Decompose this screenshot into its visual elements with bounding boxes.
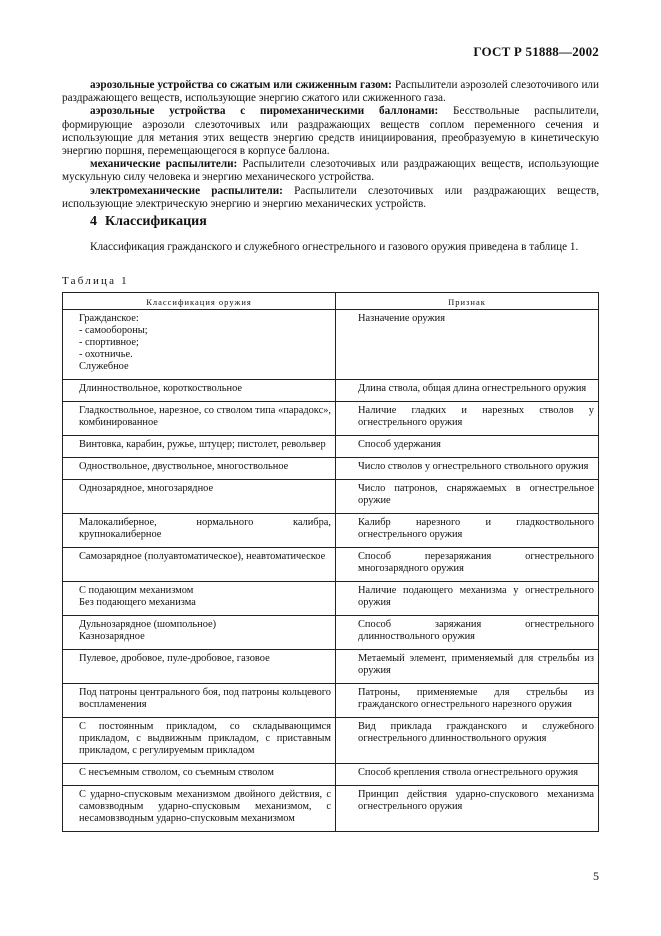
table-caption: Таблица 1 <box>62 275 129 287</box>
table-row <box>63 380 599 402</box>
classification-cell <box>63 764 336 786</box>
section-heading <box>90 214 207 230</box>
section-title-text: Классификация <box>105 214 207 229</box>
feature-cell: Патроны, применяемые для стрельбы из гражданского огнестрельного нарезного оружия <box>336 684 599 718</box>
classification-table <box>62 292 599 832</box>
column-header-feature: Признак <box>336 293 599 310</box>
definition-term: механические распылители: <box>90 158 238 171</box>
definitions-block <box>62 79 599 211</box>
definition-paragraph <box>62 79 599 105</box>
feature-cell: Назначение оружия <box>336 310 599 380</box>
classification-line: Винтовка, карабин, ружье, штуцер; пистолет, револьвер <box>79 439 326 450</box>
classification-cell <box>63 650 336 684</box>
classification-cell <box>63 436 336 458</box>
table-row <box>63 402 599 436</box>
definition-text: Бесствольные распылители, формирующие аэрозоли слезоточивых или раздражающих веществ соплом переменного сечения и использующие для метания этих веществ энергию средств инициирования, преобразуемую в кинетическую энергию поршня, перемещающегося в корпусе баллона. <box>62 105 599 158</box>
classification-line: Служебное <box>79 361 129 372</box>
table-header-row <box>63 293 599 310</box>
table-row <box>63 436 599 458</box>
feature-cell: Принцип действия ударно-спускового механизма огнестрельного оружия <box>336 786 599 832</box>
table-row <box>63 458 599 480</box>
table-row <box>63 480 599 514</box>
feature-cell: Калибр нарезного и гладкоствольного огнестрельного оружия <box>336 514 599 548</box>
classification-line: Гладкоствольное, нарезное, со стволом типа «парадокс», комбинированное <box>79 405 331 428</box>
classification-line: С постоянным прикладом, со складывающимся прикладом, с выдвижным прикладом, с приставным прикладом, с регулируемым прикладом <box>79 721 331 756</box>
table-row <box>63 548 599 582</box>
feature-cell: Способ заряжания огнестрельного длинноствольного оружия <box>336 616 599 650</box>
column-header-classification: Классификация оружия <box>63 293 336 310</box>
classification-line: Самозарядное (полуавтоматическое), неавтоматическое <box>79 551 326 562</box>
feature-cell: Наличие подающего механизма у огнестрельного оружия <box>336 582 599 616</box>
classification-cell <box>63 684 336 718</box>
classification-cell <box>63 616 336 650</box>
classification-line: Одноствольное, двуствольное, многоствольное <box>79 461 289 472</box>
feature-cell: Способ крепления ствола огнестрельного оружия <box>336 764 599 786</box>
classification-cell <box>63 458 336 480</box>
definition-text: Распылители слезоточивых или раздражающих веществ, использующие мускульную силу человека и энергию механического устройства. <box>62 158 599 184</box>
feature-cell: Число стволов у огнестрельного ствольного оружия <box>336 458 599 480</box>
feature-cell: Число патронов, снаряжаемых в огнестрельное оружие <box>336 480 599 514</box>
page-number: 5 <box>593 869 599 883</box>
definition-paragraph <box>62 105 599 158</box>
classification-line: - охотничье. <box>79 349 133 360</box>
definition-text: Распылители аэрозолей слезоточивого или раздражающего веществ, использующие энергию сжатого или сжиженного газа. <box>62 79 599 105</box>
classification-line: Малокалиберное, нормального калибра, крупнокалиберное <box>79 517 331 540</box>
intro-paragraph: Классификация гражданского и служебного огнестрельного и газового оружия приведена в таблице 1. <box>90 241 579 253</box>
classification-line: С подающим механизмом <box>79 585 194 596</box>
classification-line: Длинноствольное, короткоствольное <box>79 383 243 394</box>
feature-cell: Метаемый элемент, применяемый для стрельбы из оружия <box>336 650 599 684</box>
classification-cell <box>63 582 336 616</box>
classification-line: С ударно-спусковым механизмом двойного действия, с самовзводным ударно-спусковым механизмом, с несамовзводным ударно-спусковым механизмом <box>79 789 331 824</box>
classification-cell <box>63 718 336 764</box>
classification-line: Казнозарядное <box>79 631 145 642</box>
classification-cell <box>63 786 336 832</box>
table-row <box>63 616 599 650</box>
classification-cell <box>63 480 336 514</box>
table-row <box>63 310 599 380</box>
table-row <box>63 684 599 718</box>
page-header-standard-code: ГОСТ Р 51888—2002 <box>473 44 599 59</box>
classification-cell <box>63 548 336 582</box>
table-row <box>63 764 599 786</box>
classification-line: Однозарядное, многозарядное <box>79 483 214 494</box>
feature-cell: Способ удержания <box>336 436 599 458</box>
classification-cell <box>63 380 336 402</box>
table-row <box>63 786 599 832</box>
classification-line: Гражданское: <box>79 313 139 324</box>
section-number: 4 <box>90 214 97 229</box>
feature-cell: Способ перезаряжания огнестрельного многозарядного оружия <box>336 548 599 582</box>
classification-line: - самообороны; <box>79 325 148 336</box>
classification-cell <box>63 402 336 436</box>
classification-line: С несъемным стволом, со съемным стволом <box>79 767 274 778</box>
definition-term: аэрозольные устройства со сжатым или сжиженным газом: <box>90 79 392 91</box>
classification-line: Без подающего механизма <box>79 597 196 608</box>
classification-line: Пулевое, дробовое, пуле-дробовое, газовое <box>79 653 270 664</box>
definition-term: аэрозольные устройства с пиромеханическими баллонами: <box>90 105 439 118</box>
feature-cell: Наличие гладких и нарезных стволов у огнестрельного оружия <box>336 402 599 436</box>
definition-paragraph <box>62 158 599 184</box>
classification-line: Дульнозарядное (шомпольное) <box>79 619 217 630</box>
classification-cell <box>63 310 336 380</box>
feature-cell: Вид приклада гражданского и служебного огнестрельного длинноствольного оружия <box>336 718 599 764</box>
table-row <box>63 582 599 616</box>
classification-line: - спортивное; <box>79 337 139 348</box>
table-row <box>63 514 599 548</box>
definition-paragraph <box>62 185 599 211</box>
table-row <box>63 650 599 684</box>
classification-cell <box>63 514 336 548</box>
feature-cell: Длина ствола, общая длина огнестрельного оружия <box>336 380 599 402</box>
definition-term: электромеханические распылители: <box>90 184 283 197</box>
definition-text: Распылители слезоточивых или раздражающих веществ, использующие электрическую энергию и энергию механических устройств. <box>62 184 599 210</box>
classification-line: Под патроны центрального боя, под патроны кольцевого воспламенения <box>79 687 331 710</box>
table-row <box>63 718 599 764</box>
